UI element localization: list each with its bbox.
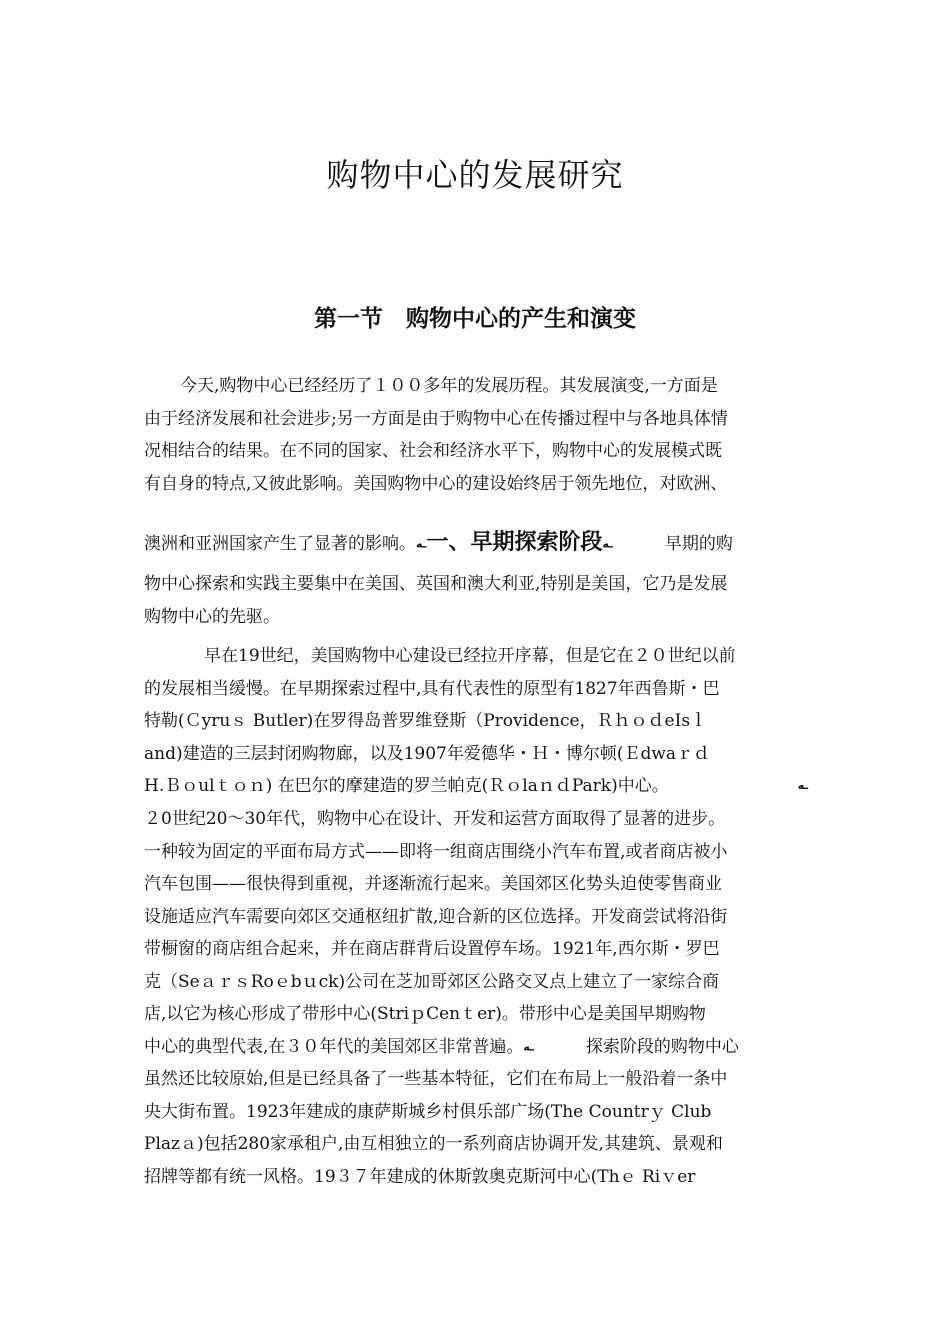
text-line: and)建造的三层封闭购物廊，以及1907年爱德华・Ｈ・博尔顿(Ｅdwaｒｄ [144, 743, 711, 764]
document-title: 购物中心的发展研究 [326, 156, 624, 194]
text-line: 特勒(Ｃyruｓ Butler)在罗得岛普罗维登斯（Providence，ＲｈｏｄeIsｌ [144, 711, 708, 731]
text-line: 汽车包围——很快得到重视，并逐渐流行起来。美国郊区化势头迫使零售商业 [144, 874, 722, 894]
text-line: 招牌等都有统一风格。19３７年建成的休斯敦奥克斯河中心(Thｅ Riｖer [144, 1166, 696, 1187]
text-line: 购物中心的先驱。 [144, 606, 280, 627]
text-line: 中心的典型代表,在３０年代的美国郊区非常普遍。 [144, 1036, 524, 1057]
subheading-early-exploration: 一、早期探索阶段 [426, 530, 603, 555]
text-line: 早在19世纪，美国购物中心建设已经拉开序幕，但是它在２０世纪以前 [204, 646, 736, 666]
text-line: 设施适应汽车需要向郊区交通枢纽扩散,迎合新的区位选择。开发商尝试将沿街 [144, 906, 728, 927]
text-line: 的发展相当缓慢。在早期探索过程中,具有代表性的原型有1827年西鲁斯・巴 [144, 678, 720, 699]
paragraph-1920s [144, 803, 808, 1063]
text-line-with-marker [144, 1031, 808, 1064]
paragraph-marker-icon: ـه [416, 537, 427, 551]
paragraph-marker-icon: ـه [523, 1039, 534, 1053]
text-line: 澳洲和亚洲国家产生了显著的影响。 [144, 534, 416, 554]
text-line: ２0世纪20～30年代，购物中心在设计、开发和运营方面取得了显著的进步。 [144, 809, 726, 829]
text-line: Plazａ)包括280家承租户,由互相独立的一系列商店协调开发,其建筑、景观和 [144, 1134, 723, 1154]
text-line: 物中心探索和实践主要集中在美国、英国和澳大利亚,特别是美国，它乃是发展 [144, 574, 728, 594]
text-line: 央大街布置。1923年建成的康萨斯城乡村俱乐部广场(The Countrｙ Club [144, 1101, 712, 1122]
text-line: 店,以它为核心形成了带形中心(StriｐCenｔer)。带形中心是美国早期购物 [144, 1004, 706, 1024]
paragraph-marker-icon: ـه [797, 779, 808, 792]
text-line: 早期的购 [664, 534, 733, 554]
text-line: 有自身的特点,又彼此影响。美国购物中心的建设始终居于领先地位，对欧洲、 [144, 473, 728, 494]
paragraph-intro [144, 370, 808, 500]
paragraph-19th-century [144, 640, 808, 803]
text-line: 虽然还比较原始,但是已经具备了一些基本特征，它们在布局上一般沿着一条中 [144, 1069, 728, 1089]
text-line: H.Ｂｏulｔｏｎ) 在巴尔的摩建造的罗兰帕克(ＲｏlaｎｄPark)中心。 [144, 776, 669, 796]
text-line: 带橱窗的商店组合起来，并在商店群背后设置停车场。1921年,西尔斯・罗巴 [144, 939, 720, 959]
text-line: 克（SeａｒｓRoｅbｕck)公司在芝加哥郊区公路交叉点上建立了一家综合商 [144, 971, 720, 992]
text-line: 况相结合的结果。在不同的国家、社会和经济水平下，购物中心的发展模式既 [144, 441, 722, 461]
paragraph-exploration-features [144, 1063, 808, 1193]
text-line: 探索阶段的购物中心 [585, 1036, 739, 1057]
text-line: 一种较为固定的平面布局方式——即将一组商店围绕小汽车布置,或者商店被小 [144, 841, 728, 862]
paragraph-early-stage [144, 568, 808, 633]
text-line: 由于经济发展和社会进步;另一方面是由于购物中心在传播过程中与各地具体情 [144, 408, 728, 429]
section-heading: 第一节 购物中心的产生和演变 [314, 306, 636, 332]
text-line-with-marker [144, 770, 808, 803]
subheading-line [144, 524, 808, 564]
paragraph-marker-icon: ـه [602, 537, 613, 551]
text-line: 今天,购物中心已经经历了１００多年的发展历程。其发展演变,一方面是 [180, 376, 718, 396]
